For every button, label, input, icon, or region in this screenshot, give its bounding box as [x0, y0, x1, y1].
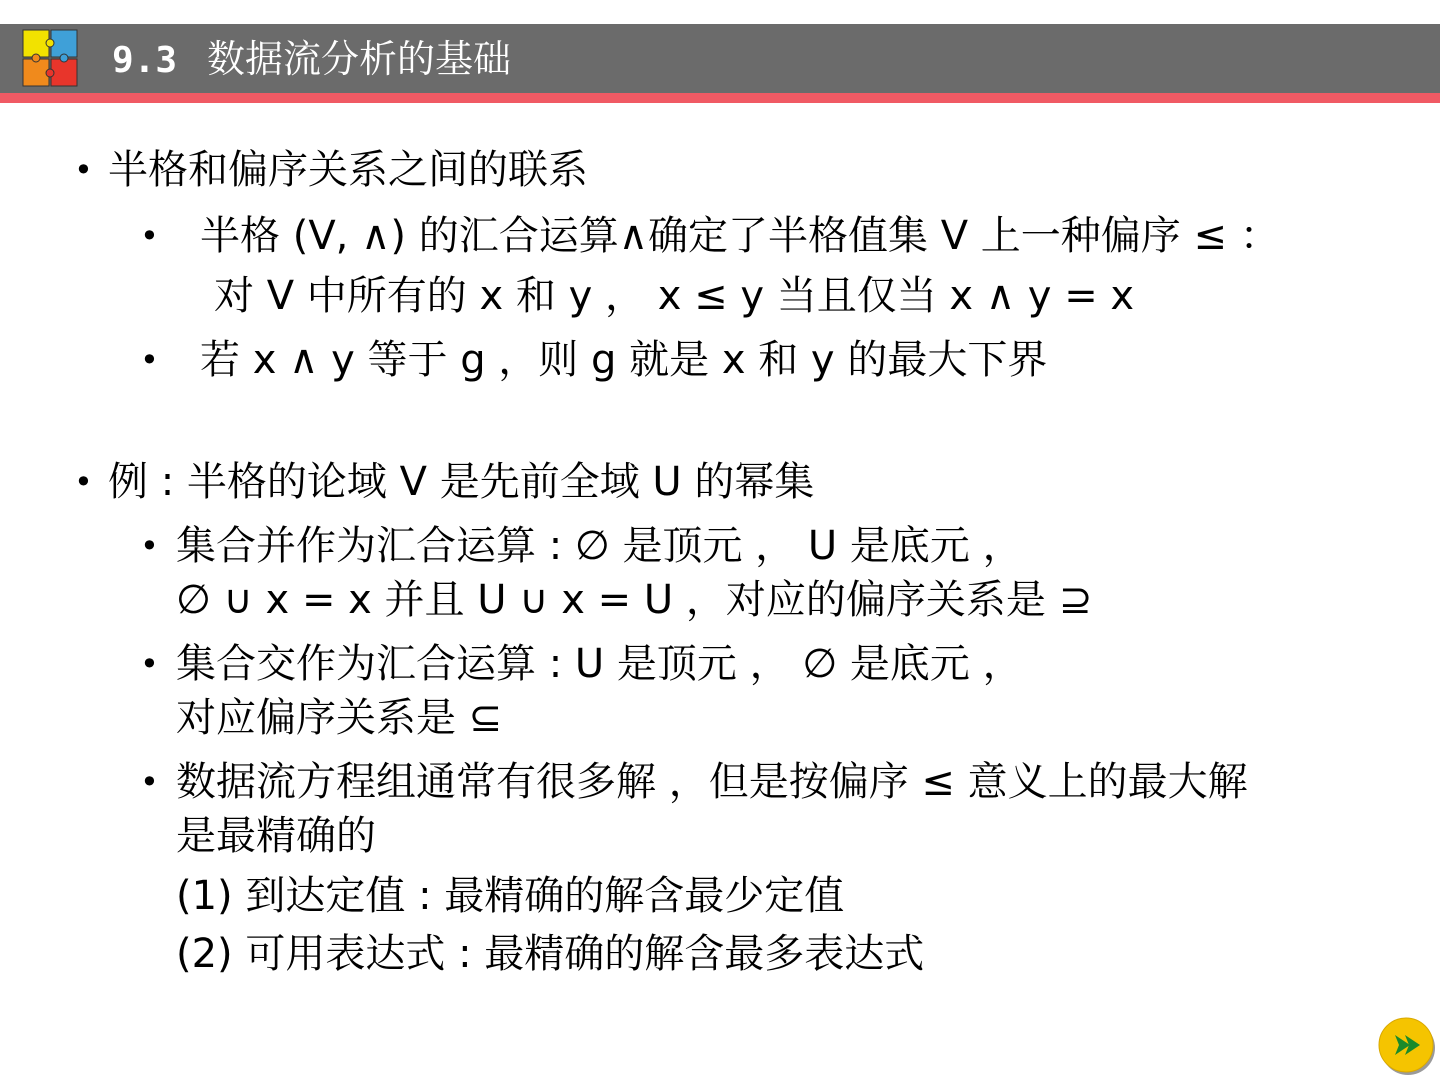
slide-title — [112, 30, 511, 88]
bullet-dot: • — [74, 463, 93, 501]
bullet-dot: • — [140, 217, 159, 255]
bullet-text-2: 例 : 半格的论域 V 是先前全域 U 的幂集 — [108, 459, 815, 505]
subbullet-text-2-1b: ∅ ∪ x = x 并且 U ∪ x = U ，对应的偏序关系是 ⊇ — [176, 577, 1093, 623]
subbullet-text-2-3b: 是最精确的 — [176, 813, 376, 859]
subbullet-text-2-2b: 对应偏序关系是 ⊆ — [176, 695, 503, 741]
bullet-dot: • — [140, 645, 159, 683]
next-slide-button[interactable] — [1377, 1016, 1437, 1076]
numbered-item-2: (2) 可用表达式 : 最精确的解含最多表达式 — [176, 931, 925, 977]
subbullet-text-1-2: 若 x ∧ y 等于 g ，则 g 就是 x 和 y 的最大下界 — [200, 337, 1048, 383]
bullet-dot: • — [140, 527, 159, 565]
subbullet-text-2-1a: 集合并作为汇合运算 : ∅ 是顶元 ， U 是底元 ， — [176, 523, 1023, 569]
accent-bar — [0, 93, 1440, 103]
numbered-item-1: (1) 到达定值 : 最精确的解含最少定值 — [176, 873, 845, 919]
subbullet-text-2-3a: 数据流方程组通常有很多解 ，但是按偏序 ≤ 意义上的最大解 — [176, 759, 1248, 805]
subbullet-text-1-1b: 对 V 中所有的 x 和 y ， x ≤ y 当且仅当 x ∧ y = x — [214, 273, 1135, 319]
subbullet-text-2-2a: 集合交作为汇合运算 : U 是顶元 ， ∅ 是底元 ， — [176, 641, 1023, 687]
subbullet-text-1-1a: 半格 (V, ∧) 的汇合运算∧确定了半格值集 V 上一种偏序 ≤ ： — [200, 213, 1280, 259]
bullet-text-1: 半格和偏序关系之间的联系 — [108, 147, 588, 193]
puzzle-logo-icon — [22, 29, 78, 87]
bullet-dot: • — [140, 341, 159, 379]
section-number: 9.3 — [112, 40, 178, 81]
bullet-dot: • — [140, 763, 159, 801]
bullet-dot: • — [74, 151, 93, 189]
section-title: 数据流分析的基础 — [207, 37, 512, 81]
